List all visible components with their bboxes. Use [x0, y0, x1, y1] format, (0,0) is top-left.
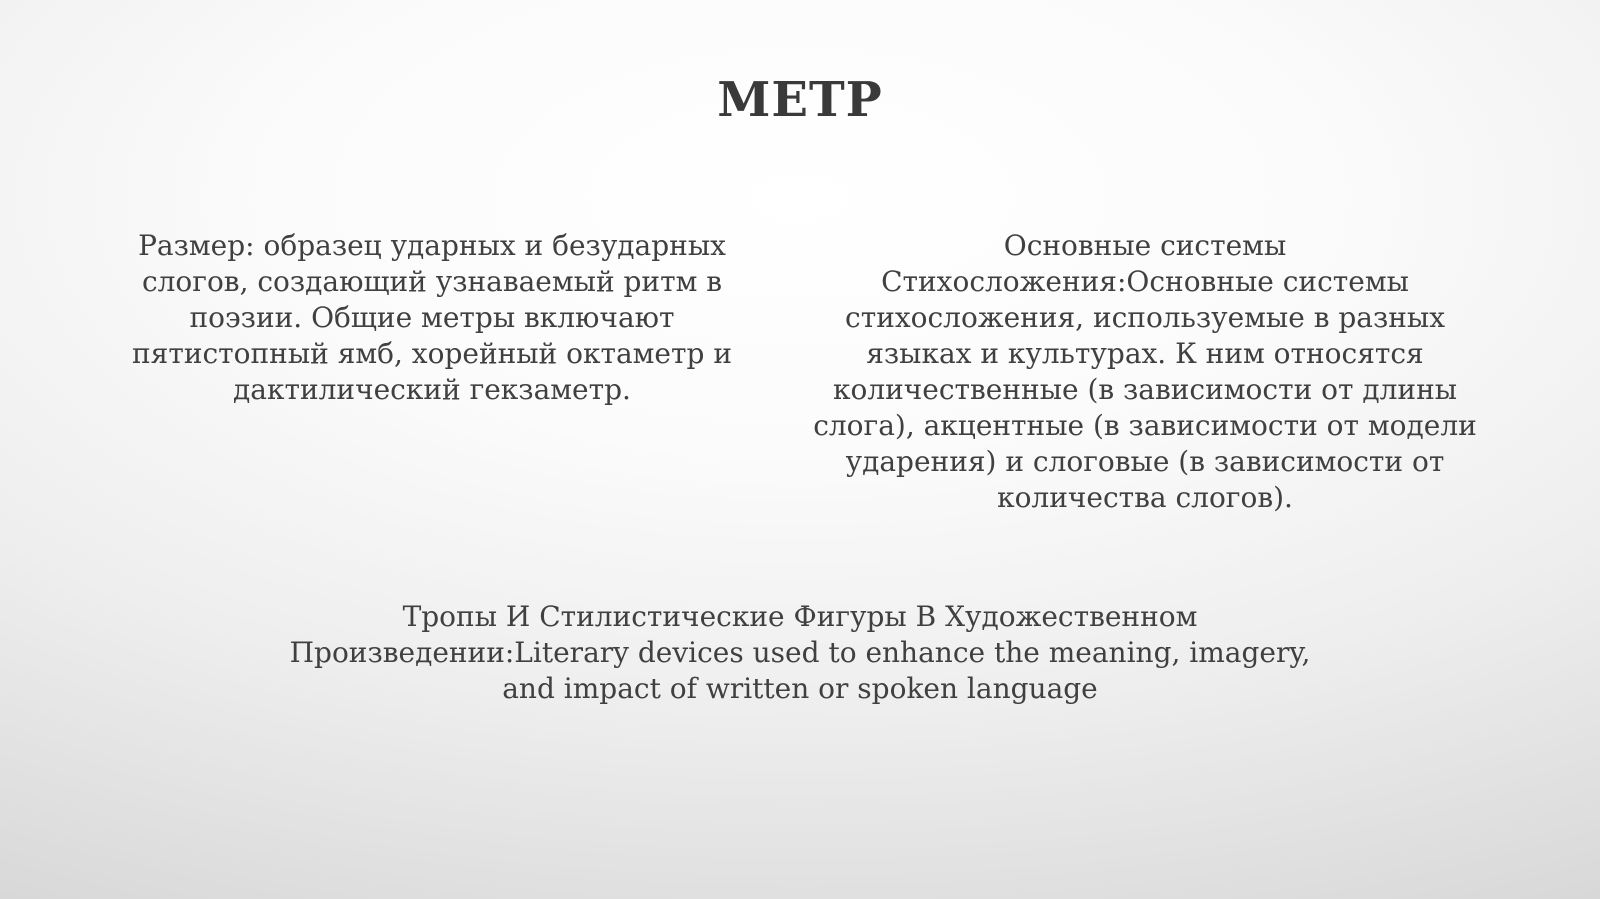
text-line: слога), акцентные (в зависимости от модели [813, 409, 1477, 442]
text-line: Тропы И Стилистические Фигуры В Художественном [402, 600, 1198, 633]
text-line: and impact of written or spoken language [502, 672, 1098, 705]
versification-systems-text [800, 228, 1490, 516]
text-line: стихосложения, используемые в разных [845, 301, 1445, 334]
text-line: ударения) и слоговые (в зависимости от [845, 445, 1445, 478]
text-line: поэзии. Общие метры включают [189, 301, 675, 334]
text-line: количества слогов). [997, 481, 1293, 514]
text-line: пятистопный ямб, хорейный октаметр и [132, 337, 732, 370]
slide-title: МЕТР [717, 72, 883, 128]
text-line: Стихосложения:Основные системы [881, 265, 1409, 298]
text-line: Основные системы [1003, 229, 1287, 262]
text-line: Размер: образец ударных и безударных [138, 229, 726, 262]
text-line: дактилический гекзаметр. [233, 373, 631, 406]
text-line: Произведении:Literary devices used to enhance the meaning, imagery, [289, 636, 1311, 669]
meter-definition-text [112, 228, 752, 408]
tropes-figures-text [230, 599, 1370, 707]
text-line: слогов, создающий узнаваемый ритм в [141, 265, 723, 298]
text-line: количественные (в зависимости от длины [832, 373, 1458, 406]
text-line: языках и культурах. К ним относятся [866, 337, 1424, 370]
